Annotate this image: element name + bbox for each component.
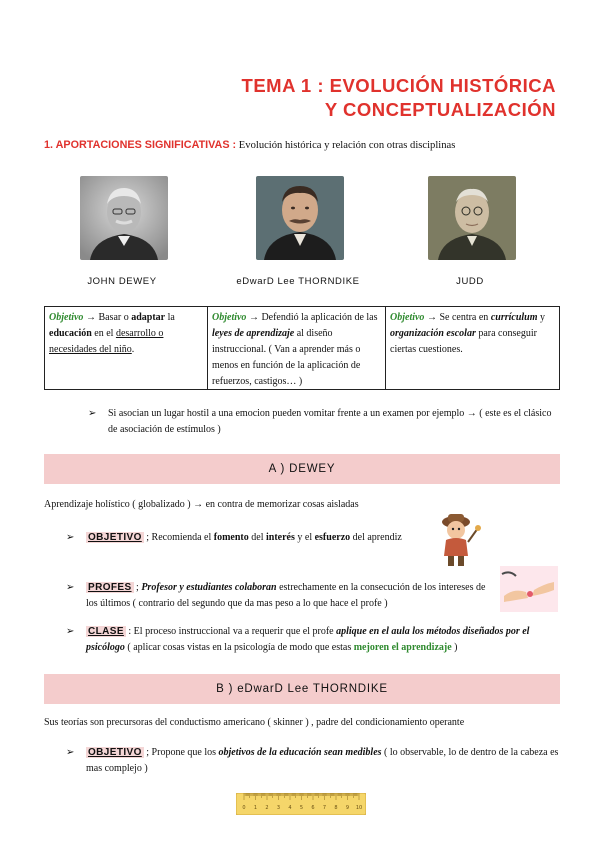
text-span: organización escolar: [390, 328, 476, 339]
text-span: para conseguir ciertas cuestiones.: [390, 328, 537, 355]
collaboration-illustration-icon: [500, 566, 558, 612]
keyword-objetivo: OBJETIVO: [88, 747, 142, 758]
ruler-tick-label: 1: [253, 805, 258, 811]
title-line-1: TEMA 1 : EVOLUCIÓN HISTÓRICA: [241, 75, 556, 96]
table-cell-judd: [385, 307, 559, 389]
title-line-2: Y CONCEPTUALIZACIÓN: [324, 99, 556, 120]
thorndike-objetivo: [66, 745, 560, 777]
ruler-tick-label: 8: [334, 805, 338, 811]
ruler-tick-label: 9: [345, 805, 350, 811]
text-span: currículum: [490, 312, 538, 323]
dewey-intro: Aprendizaje holístico ( globalizado ) → en contra de memorizar cosas aisladas: [44, 499, 359, 510]
text-span: ; Recomienda el: [143, 532, 214, 543]
thorndike-intro: Sus teorías son precursoras del conductismo americano ( skinner ) , padre del condicionamiento operante: [44, 717, 465, 728]
text-span: → Defendió la aplicación de las: [246, 312, 378, 323]
arrow-bullet-icon: ➢: [66, 582, 75, 593]
band-dewey: A ) DEWEY: [44, 454, 560, 484]
contributions-table: [44, 306, 560, 390]
table-cell-dewey: [45, 307, 207, 389]
text-span: leyes de aprendizaje: [212, 328, 295, 339]
ruler-tick-label: 7: [322, 805, 327, 811]
objetivo-label: Objetivo: [212, 312, 247, 323]
text-span: → Se centra en: [424, 312, 491, 323]
text-span: .: [131, 344, 135, 355]
photo-john-dewey: [80, 176, 168, 260]
text-span: aplique en el aula los métodos diseñados por el psicólogo: [86, 626, 530, 653]
text-span: objetivos de la educación sean medibles: [218, 747, 382, 758]
text-span: en el: [91, 328, 116, 339]
keyword-objetivo: OBJETIVO: [88, 532, 142, 543]
text-span: y: [537, 312, 545, 323]
name-john-dewey: JOHN DEWEY: [87, 276, 157, 287]
dewey-clase: [66, 624, 560, 656]
section-1-title: 1. APORTACIONES SIGNIFICATIVAS :: [44, 139, 237, 151]
keyword-profes: PROFES: [88, 582, 132, 593]
section-1-subtitle: Evolución histórica y relación con otras disciplinas: [236, 140, 456, 151]
text-span: Profesor y estudiantes colaboran: [141, 582, 277, 593]
page-title: [242, 74, 556, 122]
bullet-hostile-place: [88, 406, 560, 438]
dewey-profes: [66, 580, 490, 612]
arrow-bullet-icon: ➢: [66, 747, 75, 758]
text-span: mejoren el aprendizaje: [353, 642, 452, 653]
text-span: interés: [265, 532, 295, 543]
text-span: ;: [133, 582, 142, 593]
name-judd: JUDD: [456, 276, 484, 287]
photo-judd: [428, 176, 516, 260]
ruler-tick-label: 4: [288, 805, 292, 811]
text-span: esfuerzo: [314, 532, 351, 543]
text-span: ( lo observable, lo de dentro de la cabeza es mas complejo ): [86, 747, 559, 774]
table-cell-thorndike: [207, 307, 385, 389]
ruler-tick-label: 2: [265, 805, 269, 811]
ruler-tick-label: 10: [355, 805, 363, 811]
text-span: adaptar: [131, 312, 166, 323]
photo-thorndike: [256, 176, 344, 260]
text-span: educación: [49, 328, 92, 339]
text-span: del aprendiz: [350, 532, 402, 543]
bullet-text: Si asocian un lugar hostil a una emocion pueden vomitar frente a un examen por ejemplo → ( este es el clásico de asociación de estímulos ): [108, 408, 552, 435]
text-span: ; Propone que los: [143, 747, 219, 758]
explorer-illustration-icon: [434, 508, 484, 568]
text-span: la: [165, 312, 175, 323]
text-span: al diseño instruccional. ( Van a aprender más o menos en función de la aplicación de refuerzos, castigos… ): [212, 328, 361, 387]
text-span: → Basar o: [83, 312, 132, 323]
keyword-clase: CLASE: [88, 626, 124, 637]
dewey-objetivo: [66, 530, 446, 546]
text-span: estrechamente en la consecución de los intereses de los últimos ( contrario del segundo que da mas peso a lo que hace el profe ): [86, 582, 486, 609]
section-1-heading: [44, 139, 455, 151]
text-span: desarrollo o necesidades del niño: [49, 328, 164, 355]
ruler-tick-label: 0: [242, 805, 246, 811]
ruler-tick-label: 6: [311, 805, 315, 811]
objetivo-label: Objetivo: [390, 312, 425, 323]
text-span: ( aplicar cosas vistas en la psicología de modo que estas: [124, 642, 354, 653]
band-thorndike: B ) eDwarD Lee THORNDIKE: [44, 674, 560, 704]
arrow-bullet-icon: ➢: [88, 408, 97, 419]
objetivo-label: Objetivo: [49, 312, 84, 323]
text-span: fomento: [213, 532, 249, 543]
arrow-bullet-icon: ➢: [66, 532, 75, 543]
text-span: y el: [294, 532, 315, 543]
text-span: ): [451, 642, 458, 653]
ruler-icon: [236, 793, 366, 815]
text-span: : El proceso instruccional va a requerir que el profe: [125, 626, 337, 637]
name-thorndike: eDwarD Lee THORNDIKE: [236, 276, 360, 287]
arrow-bullet-icon: ➢: [66, 626, 75, 637]
ruler-tick-label: 5: [299, 805, 304, 811]
ruler-tick-label: 3: [276, 805, 281, 811]
text-span: del: [248, 532, 266, 543]
